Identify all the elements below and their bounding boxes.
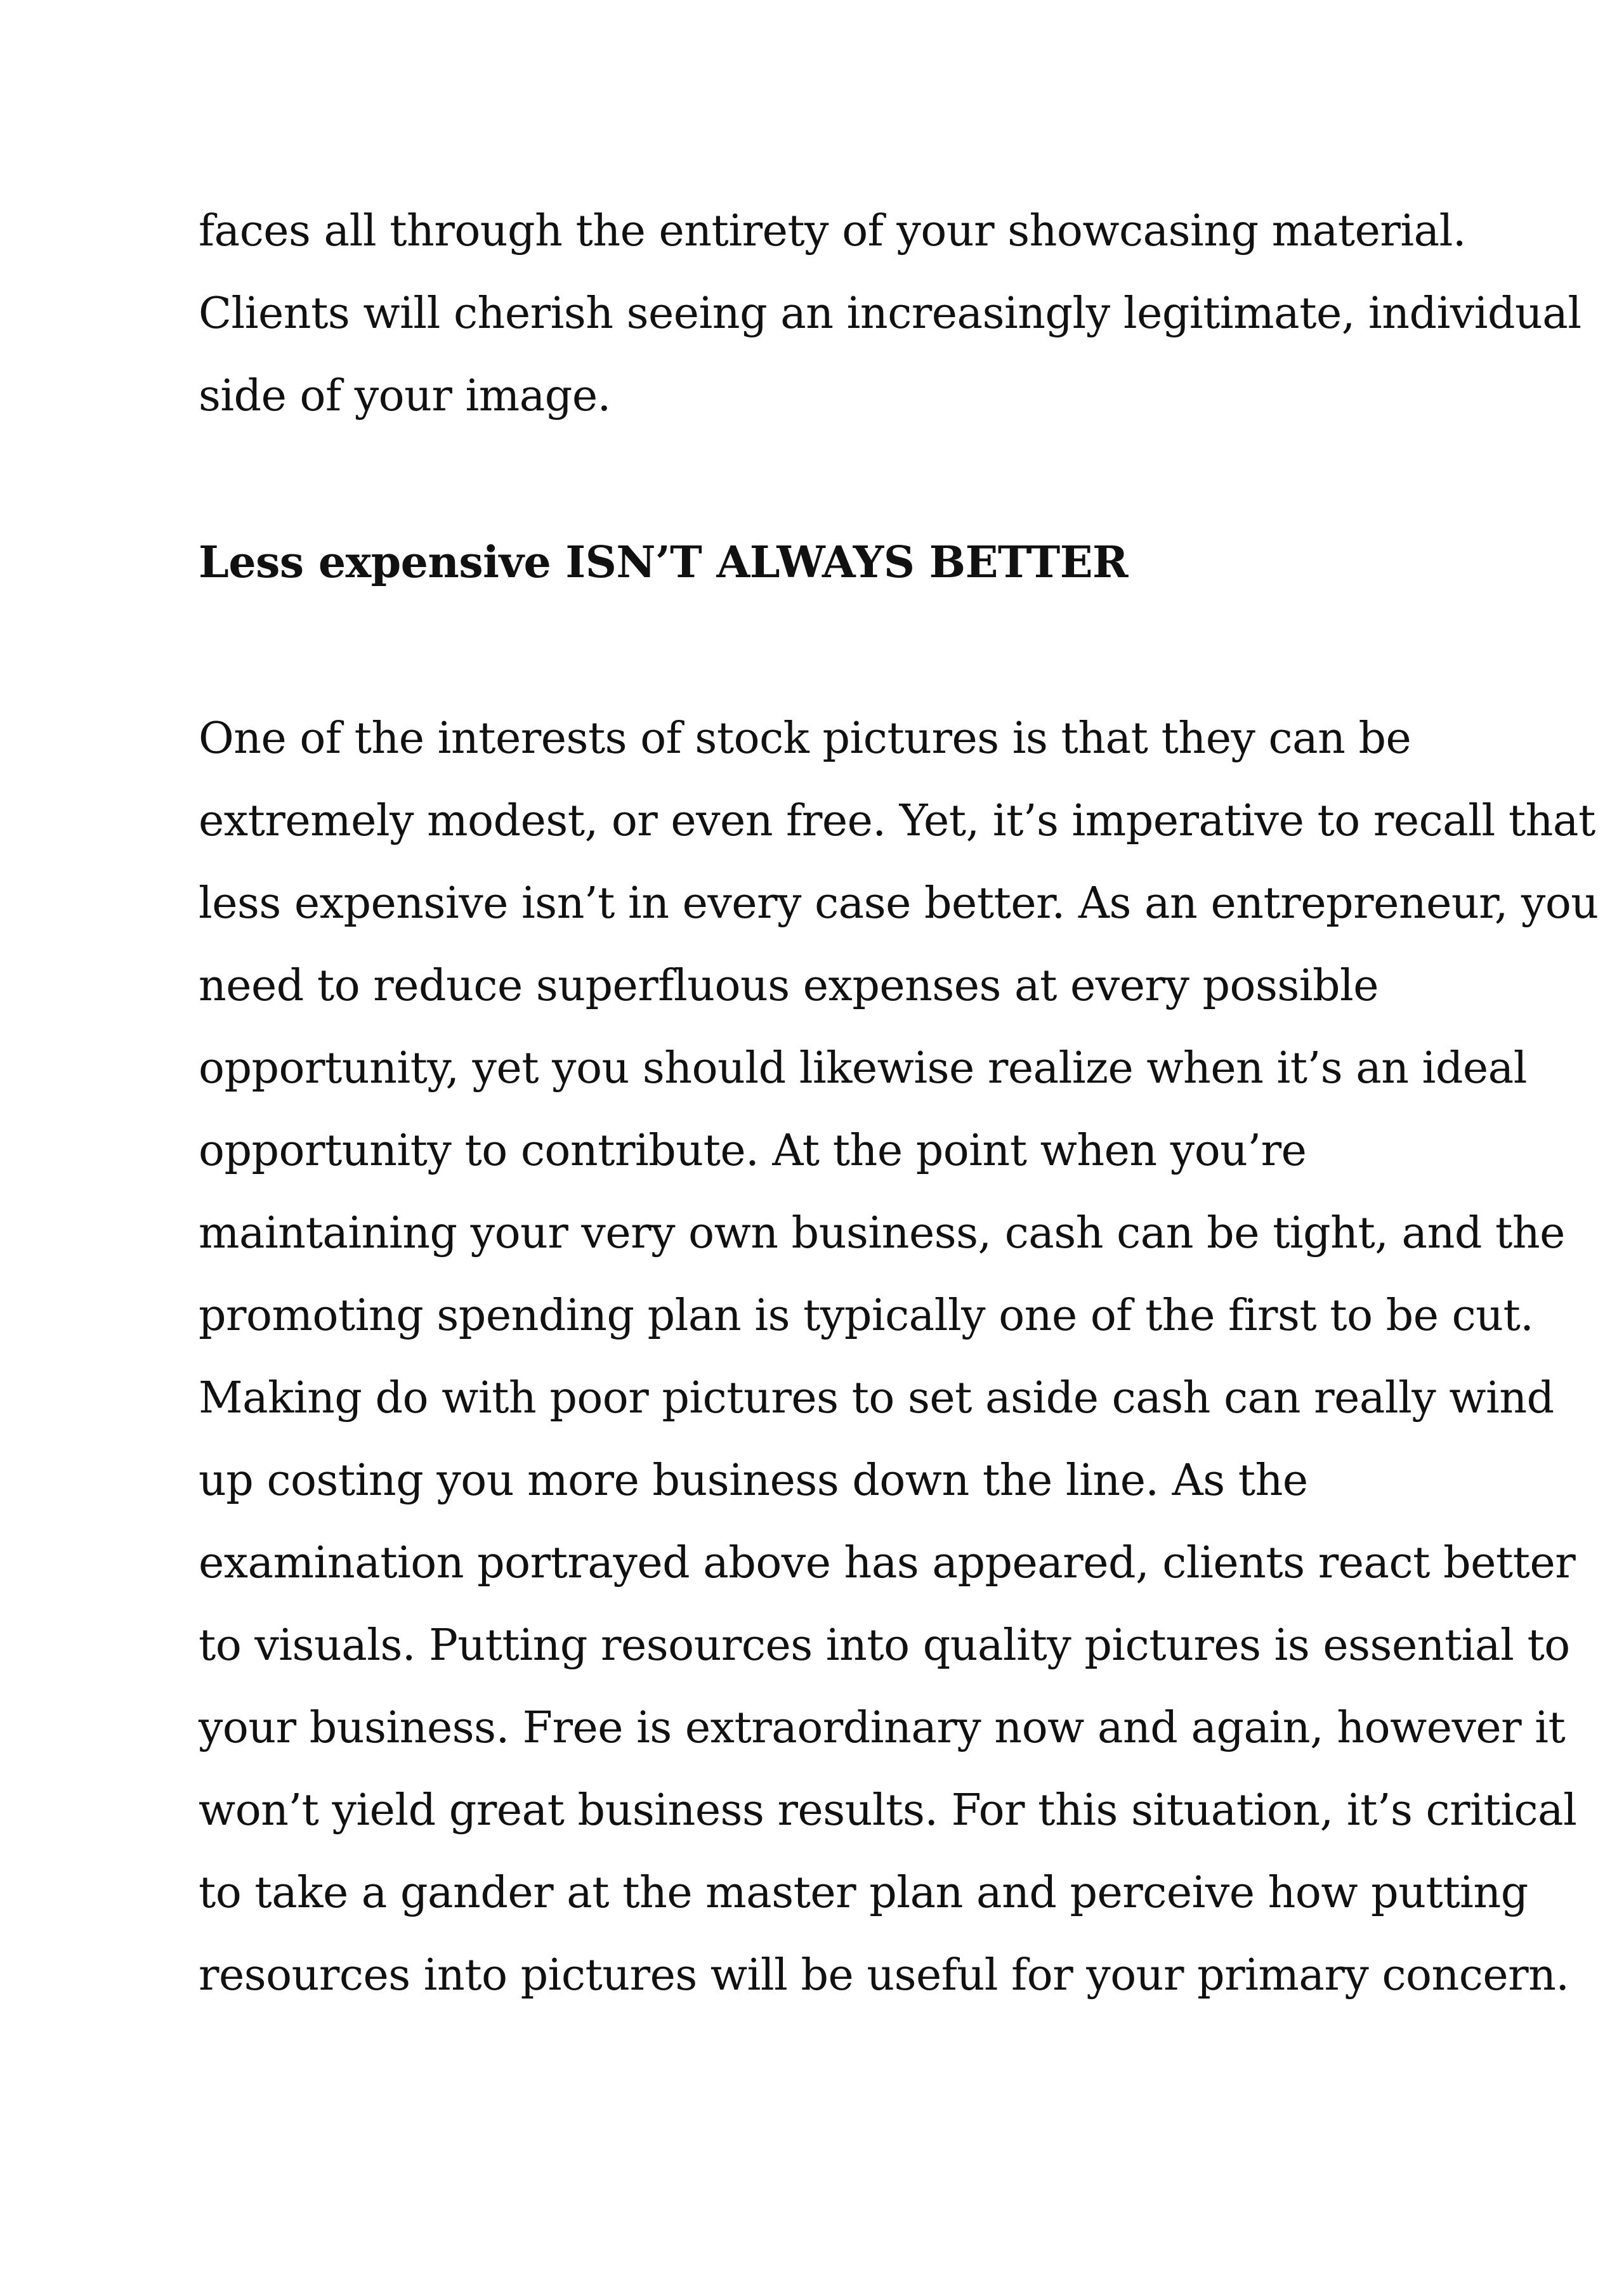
text-line: opportunity to contribute. At the point when you’re — [199, 1126, 1307, 1176]
text-line: resources into pictures will be useful for your primary concern. — [199, 1950, 1569, 2000]
text-line: need to reduce superfluous expenses at every possible — [199, 961, 1379, 1011]
text-line: to take a gander at the master plan and perceive how putting — [199, 1868, 1528, 1918]
text-line: Making do with poor pictures to set aside cash can really wind — [199, 1373, 1554, 1423]
text-line: to visuals. Putting resources into quality pictures is essential to — [199, 1621, 1570, 1671]
text-line: faces all through the entirety of your showcasing material. — [199, 206, 1466, 256]
section-heading: Less expensive ISN’T ALWAYS BETTER — [199, 537, 1129, 588]
text-line: up costing you more business down the line. As the — [199, 1456, 1308, 1506]
text-line: side of your image. — [199, 371, 611, 421]
text-line: maintaining your very own business, cash can be tight, and the — [199, 1208, 1565, 1258]
paragraph-intro — [199, 190, 1581, 438]
text-line: examination portrayed above has appeared, clients react better — [199, 1538, 1576, 1588]
text-line: your business. Free is extraordinary now and again, however it — [199, 1703, 1566, 1753]
text-line: opportunity, yet you should likewise realize when it’s an ideal — [199, 1043, 1527, 1093]
text-line: Clients will cherish seeing an increasingly legitimate, individual — [199, 289, 1581, 339]
text-line: One of the interests of stock pictures is that they can be — [199, 714, 1411, 764]
text-line: promoting spending plan is typically one of the first to be cut. — [199, 1291, 1534, 1341]
paragraph-body — [199, 698, 1599, 2017]
text-line: extremely modest, or even free. Yet, it’s imperative to recall that — [199, 796, 1595, 846]
text-line: less expensive isn’t in every case better. As an entrepreneur, you — [199, 878, 1599, 929]
text-line: won’t yield great business results. For this situation, it’s critical — [199, 1785, 1577, 1836]
